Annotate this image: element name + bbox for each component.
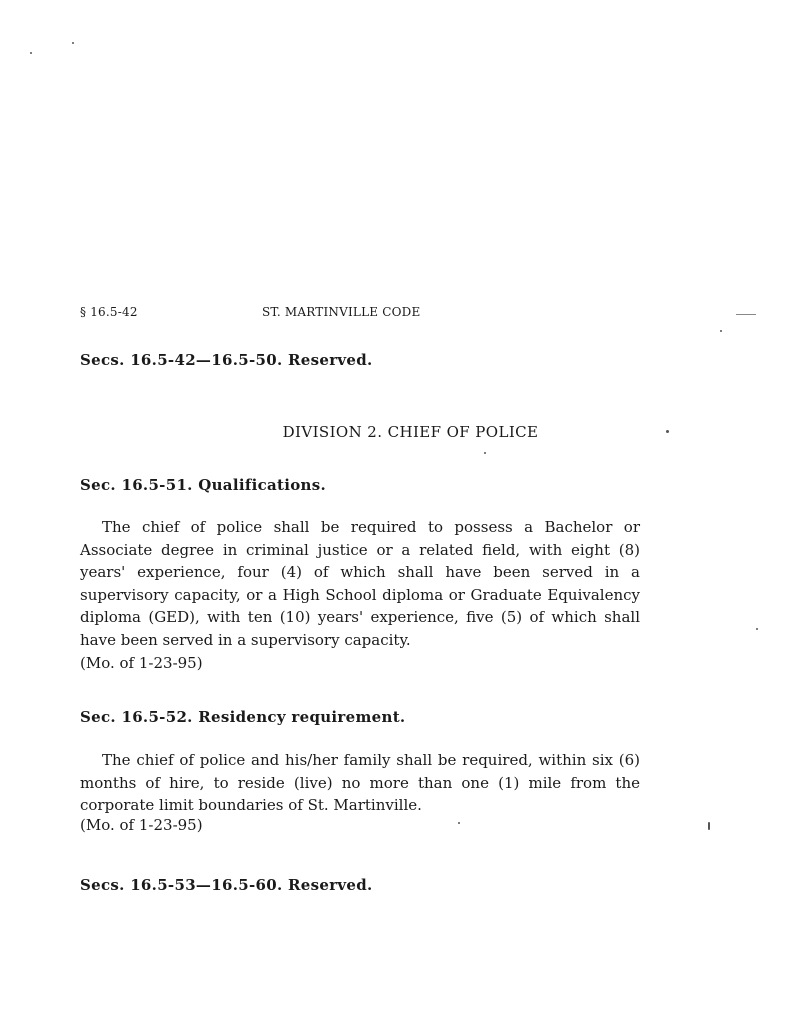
scan-speck xyxy=(756,628,758,630)
residency-paragraph xyxy=(80,749,640,817)
scan-speck xyxy=(708,822,710,830)
scan-speck xyxy=(484,452,486,454)
header-section-ref: § 16.5-42 xyxy=(80,305,138,319)
scan-speck xyxy=(666,430,669,433)
division-title: DIVISION 2. CHIEF OF POLICE xyxy=(282,423,539,441)
qualifications-text: The chief of police shall be required to possess a Bachelor or Associate degree in criminal justice or a related field, with eight (8) years' experience, four (4) of which shall have been served in a supervisory capacity, or a High School diploma or Graduate Equivalency diploma (GED), with ten (10) years' experience, five (5) of which shall have been served in a supervisory capacity. xyxy=(80,518,640,649)
header-code-title: ST. MARTINVILLE CODE xyxy=(262,305,421,319)
scan-speck xyxy=(30,52,32,54)
qualifications-paragraph xyxy=(80,516,640,651)
scan-speck xyxy=(720,330,722,332)
scan-speck xyxy=(72,42,74,44)
qualifications-history-note: (Mo. of 1-23-95) xyxy=(80,654,203,672)
reserved-heading-2: Secs. 16.5-53—16.5-60. Reserved. xyxy=(80,876,373,894)
residency-text: The chief of police and his/her family shall be required, within six (6) months of hire, to reside (live) no more than one (1) mile from the corporate limit boundaries of St. Martinville. xyxy=(80,751,640,814)
qualifications-heading: Sec. 16.5-51. Qualifications. xyxy=(80,476,327,494)
scan-speck xyxy=(458,822,460,824)
scan-speck xyxy=(736,314,756,315)
reserved-heading-1: Secs. 16.5-42—16.5-50. Reserved. xyxy=(80,351,373,369)
residency-heading: Sec. 16.5-52. Residency requirement. xyxy=(80,708,406,726)
residency-history-note: (Mo. of 1-23-95) xyxy=(80,816,203,834)
